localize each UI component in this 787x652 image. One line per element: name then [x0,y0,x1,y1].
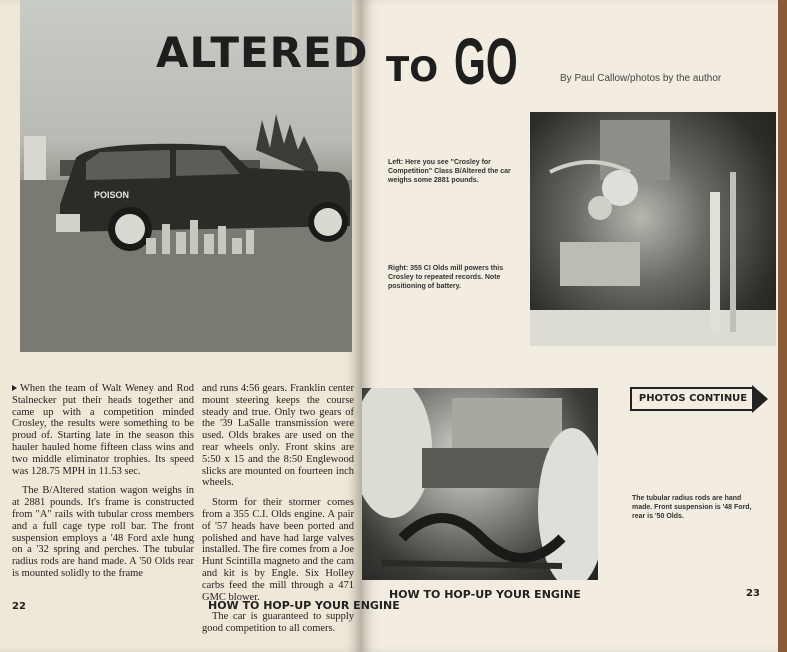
engine-photo-top-drawing [530,112,776,346]
bullet-icon [12,385,17,391]
byline: By Paul Callow/photos by the author [560,73,722,84]
caption-right: Right: 355 CI Olds mill powers this Crosley to repeated records. Note positioning of battery. [388,265,504,290]
title-to: TO [386,50,439,90]
page-number-right: 23 [746,588,760,599]
body-col1-para1: When the team of Walt Weney and Rod Stalnecker put their heads together and came up with a competition minded Crosley, the results were something to be proud of. Starting late in the season this hauler hauled home fifteen class wins and two middle eliminator trophies. Its speed was 128.75 MPH in 11.53 sec. [12,383,194,477]
page-number-left: 22 [12,601,26,612]
title-altered: ALTERED [156,28,369,77]
body-col2-para1: and runs 4:56 gears. Franklin center mount steering keeps the course steady and true. Only two gears of the '39 LaSalle transmission were used. Olds brakes are used on the rear wheels only. Front skins are 5:50 x 15 and the 8:50 Englewood slicks are mounted on fourteen inch wheels. [202,383,354,489]
body-col2-para3: The car is guaranteed to supply good competition to all comers. [202,611,354,635]
engine-photo-bottom-drawing [362,388,598,580]
body-column-2 [202,383,354,635]
photos-continue-banner: PHOTOS CONTINUE [630,387,754,411]
body-col2-para2: Storm for their stormer comes from a 355 C.I. Olds engine. A pair of '57 heads have been ported and polished and have had large valves installed. The fire comes from a Joe Hunt Scintilla magneto and the cam and kit is by Engle. Six Holley carbs feed the mill through a 471 GMC blower. [202,497,354,603]
footer-left: HOW TO HOP-UP YOUR ENGINE [208,599,400,612]
caption-tubular: The tubular radius rods are hand made. Front suspension is '48 Ford, rear is '50 Olds. [632,495,752,520]
arrow-right-icon [752,385,768,413]
engine-photo-bottom [362,388,598,580]
title-go: GO [454,24,518,98]
body-column-1 [12,383,194,580]
caption-left: Left: Here you see "Crosley for Competition" Class B/Altered the car weighs some 2881 pounds. [388,159,511,184]
engine-photo-top [530,112,776,346]
footer-right: HOW TO HOP-UP YOUR ENGINE [389,588,581,601]
hero-sign-text: POISON [94,190,130,200]
body-col1-para2: The B/Altered station wagon weighs in at 2881 pounds. It's frame is constructed from "A" rails with tubular cross members and a full cage type roll bar. The front suspension employs a '48 Ford axle hung on a '32 spring and perches. The tubular radius rods are hand made. A '50 Olds rear is mounted solidly to the frame [12,485,194,579]
